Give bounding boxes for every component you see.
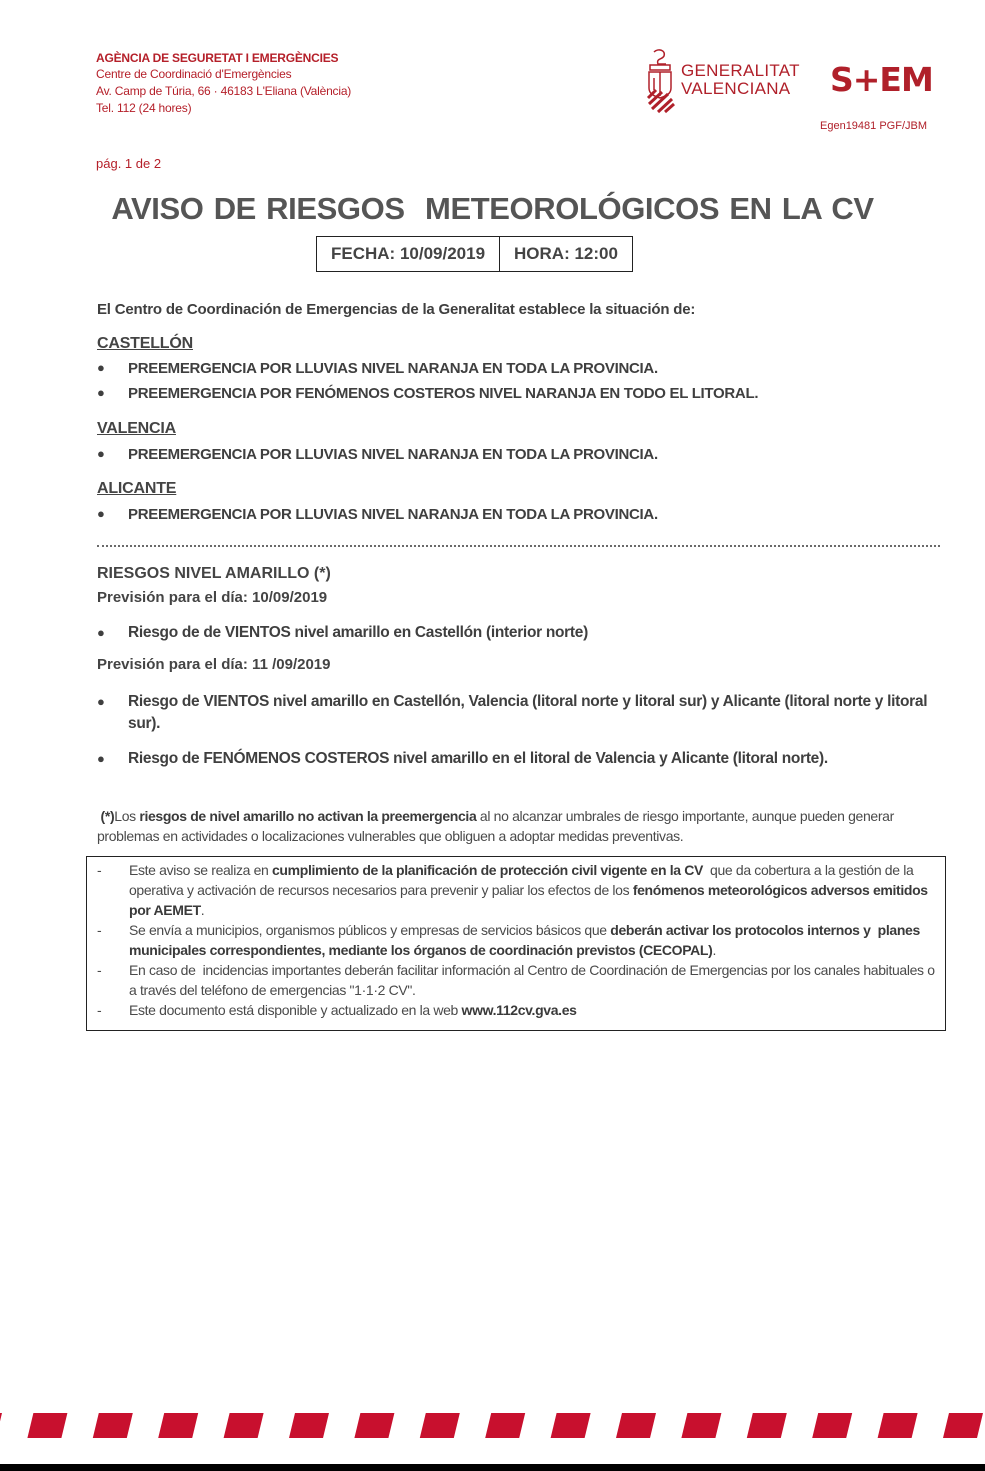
- footnote-rest: al no alcanzar umbrales de riesgo importante, aunque pueden generar problemas en actividades o localizaciones vulnerables que obliguen a adoptar medidas preventivas.: [97, 808, 894, 844]
- alert-text: PREEMERGENCIA POR FENÓMENOS COSTEROS NIVEL NARANJA EN TODO EL LITORAL.: [128, 385, 759, 402]
- province-heading-alicante: ALICANTE: [97, 480, 177, 497]
- dash-icon: -: [97, 962, 102, 978]
- bottom-bar: [0, 1464, 985, 1471]
- dash-icon: -: [97, 922, 102, 938]
- info-text: Se envía a municipios, organismos públicos y empresas de servicios básicos que: [129, 922, 611, 938]
- info-item: [97, 960, 937, 1000]
- stripe-segment: [289, 1413, 329, 1438]
- address: Av. Camp de Túria, 66 · 46183 L'Eliana (València): [96, 84, 352, 98]
- bullet-icon: ●: [97, 694, 105, 709]
- dash-icon: -: [97, 862, 102, 878]
- bullet-icon: ●: [97, 385, 105, 400]
- stripe-segment: [420, 1413, 460, 1438]
- province-heading-valencia: VALENCIA: [97, 420, 176, 437]
- bullet-icon: ●: [97, 506, 105, 521]
- info-bold: fenómenos meteorológicos adversos emitidos por AEMET: [129, 882, 928, 918]
- bullet-icon: ●: [97, 360, 105, 375]
- stripe-segment: [354, 1413, 394, 1438]
- info-text: En caso de incidencias importantes deberán facilitar información al Centro de Coordinación de Emergencias por los canales habituales o a través del teléfono de emergencias "1·1·2 CV".: [129, 962, 939, 998]
- info-text: Este documento está disponible y actualizado en la web: [129, 1002, 462, 1018]
- risk-text: Riesgo de de VIENTOS nivel amarillo en Castellón (interior norte): [128, 624, 588, 641]
- logo-text-line2: VALENCIANA: [681, 79, 791, 98]
- stripe-segment: [616, 1413, 656, 1438]
- dash-icon: -: [97, 1002, 102, 1018]
- date-field: FECHA: 10/09/2019: [331, 244, 486, 263]
- risk-text: Riesgo de FENÓMENOS COSTEROS nivel amarillo en el litoral de Valencia y Alicante (litoral norte).: [128, 750, 828, 767]
- stripe-segment: [0, 1413, 2, 1438]
- forecast-date-2: Previsión para el día: 11 /09/2019: [97, 656, 331, 673]
- list-item: [97, 360, 658, 377]
- info-item: [97, 1000, 937, 1020]
- sem-logo: S+EM: [830, 60, 933, 99]
- info-bold: deberán activar los protocolos internos y planes municipales correspondientes, mediante los órganos de coordinación previstos (CECOPAL): [129, 922, 924, 958]
- stripe-segment: [27, 1413, 67, 1438]
- page-title: AVISO DE RIESGOS METEOROLÓGICOS EN LA CV: [111, 191, 874, 226]
- reference-code: Egen19481 PGF/JBM: [820, 120, 928, 132]
- list-item: [97, 691, 942, 735]
- risk-text: Riesgo de VIENTOS nivel amarillo en Castellón, Valencia (litoral norte y litoral sur) y Alicante (litoral norte y litoral sur).: [128, 693, 928, 732]
- website-link[interactable]: www.112cv.gva.es: [461, 1002, 577, 1018]
- stripe-segment: [224, 1413, 264, 1438]
- date-time-box: [316, 236, 633, 272]
- stripe-segment: [747, 1413, 787, 1438]
- center-name: Centre de Coordinació d'Emergències: [96, 67, 292, 81]
- footnote-bold: riesgos de nivel amarillo no activan la preemergencia: [139, 808, 477, 824]
- list-item: [97, 385, 758, 402]
- footnote-text: Los: [114, 808, 140, 824]
- footnote: [97, 806, 949, 846]
- stripe-segment: [681, 1413, 721, 1438]
- yellow-risks-title: RIESGOS NIVEL AMARILLO (*): [97, 565, 331, 582]
- intro-text: El Centro de Coordinación de Emergencias de la Generalitat establece la situación de:: [97, 301, 696, 318]
- info-text: Este aviso se realiza en: [129, 862, 272, 878]
- bullet-icon: ●: [97, 446, 105, 461]
- bullet-icon: ●: [97, 625, 105, 640]
- info-box: [86, 856, 946, 1031]
- stripe-segment: [878, 1413, 918, 1438]
- generalitat-valenciana-logo: [644, 48, 804, 114]
- stripe-segment: [158, 1413, 198, 1438]
- list-item: [97, 446, 658, 463]
- bullet-icon: ●: [97, 751, 105, 766]
- info-text: .: [712, 942, 716, 958]
- list-item: [97, 748, 942, 770]
- page-number: pág. 1 de 2: [96, 156, 162, 171]
- province-heading-castellon: CASTELLÓN: [97, 335, 193, 352]
- agency-name: AGÈNCIA DE SEGURETAT I EMERGÈNCIES: [96, 51, 339, 65]
- list-item: [97, 506, 658, 523]
- time-field: HORA: 12:00: [499, 237, 632, 271]
- info-text: que da cobertura a la gestión de la operativa y activación de recursos necesarios para prevenir y paliar los efectos de los: [129, 862, 917, 898]
- forecast-date-1: Previsión para el día: 10/09/2019: [97, 589, 328, 606]
- alert-text: PREEMERGENCIA POR LLUVIAS NIVEL NARANJA EN TODA LA PROVINCIA.: [128, 506, 658, 523]
- stripe-segment: [551, 1413, 591, 1438]
- stripe-segment: [485, 1413, 525, 1438]
- alert-text: PREEMERGENCIA POR LLUVIAS NIVEL NARANJA EN TODA LA PROVINCIA.: [128, 360, 658, 377]
- info-item: [97, 920, 937, 960]
- red-stripe-border: [0, 1413, 985, 1438]
- info-text: .: [200, 902, 205, 918]
- logo-text-line1: GENERALITAT: [681, 61, 800, 80]
- stripe-segment: [812, 1413, 852, 1438]
- alert-text: PREEMERGENCIA POR LLUVIAS NIVEL NARANJA EN TODA LA PROVINCIA.: [128, 446, 658, 463]
- coat-of-arms-icon: [644, 48, 678, 114]
- dotted-divider: [97, 545, 940, 547]
- list-item: [97, 622, 942, 644]
- phone: Tel. 112 (24 hores): [96, 101, 192, 115]
- info-item: [97, 860, 937, 920]
- stripe-segment: [943, 1413, 983, 1438]
- stripe-segment: [93, 1413, 133, 1438]
- info-bold: cumplimiento de la planificación de protección civil vigente en la CV: [272, 862, 703, 878]
- footnote-mark: (*): [100, 808, 115, 824]
